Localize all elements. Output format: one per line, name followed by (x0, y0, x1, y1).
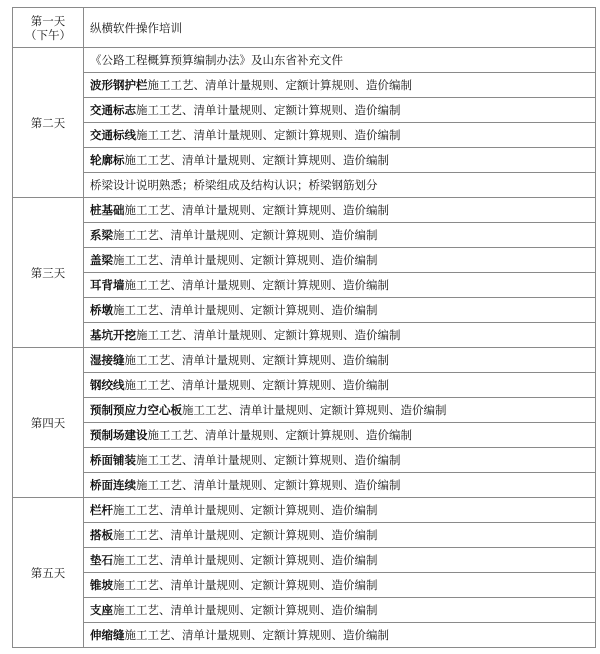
schedule-content (84, 573, 596, 598)
topic-text: 施工工艺、清单计量规则、定额计算规则、造价编制 (124, 378, 389, 392)
day-label: 第三天 (30, 265, 66, 280)
schedule-row (13, 198, 596, 223)
schedule-row (13, 273, 596, 298)
topic-bold: 垫石 (90, 553, 113, 567)
topic-text: 施工工艺、清单计量规则、定额计算规则、造价编制 (147, 78, 412, 92)
topic-text: 施工工艺、清单计量规则、定额计算规则、造价编制 (113, 253, 378, 267)
topic-text: 施工工艺、清单计量规则、定额计算规则、造价编制 (113, 528, 378, 542)
topic-text: 施工工艺、清单计量规则、定额计算规则、造价编制 (182, 403, 447, 417)
schedule-content (84, 273, 596, 298)
topic-bold: 基坑开挖 (90, 328, 136, 342)
topic-bold: 钢绞线 (90, 378, 125, 392)
topic-text: 施工工艺、清单计量规则、定额计算规则、造价编制 (136, 478, 401, 492)
day-label: 第四天 (30, 415, 66, 430)
training-schedule-table (12, 7, 596, 648)
topic-bold: 桩基础 (90, 203, 125, 217)
schedule-row (13, 73, 596, 98)
topic-text: 施工工艺、清单计量规则、定额计算规则、造价编制 (136, 328, 401, 342)
schedule-content (84, 48, 596, 73)
day-label-cell (13, 498, 84, 648)
topic-bold: 交通标志 (90, 103, 136, 117)
topic-bold: 桥面连续 (90, 478, 136, 492)
topic-bold: 交通标线 (90, 128, 136, 142)
topic-text: 施工工艺、清单计量规则、定额计算规则、造价编制 (113, 303, 378, 317)
topic-bold: 桥面铺装 (90, 453, 136, 467)
schedule-content (84, 523, 596, 548)
schedule-content (84, 123, 596, 148)
schedule-row (13, 548, 596, 573)
topic-text: 施工工艺、清单计量规则、定额计算规则、造价编制 (113, 603, 378, 617)
schedule-row (13, 473, 596, 498)
topic-bold: 伸缩缝 (90, 628, 125, 642)
day-label-cell (13, 8, 84, 48)
schedule-row (13, 298, 596, 323)
schedule-row (13, 173, 596, 198)
schedule-content (84, 348, 596, 373)
schedule-row (13, 423, 596, 448)
topic-text: 桥梁设计说明熟悉；桥梁组成及结构认识；桥梁钢筋划分 (90, 178, 378, 192)
schedule-content (84, 198, 596, 223)
schedule-row (13, 48, 596, 73)
schedule-content (84, 448, 596, 473)
schedule-row (13, 123, 596, 148)
topic-bold: 轮廓标 (90, 153, 125, 167)
schedule-content (84, 473, 596, 498)
topic-bold: 搭板 (90, 528, 113, 542)
topic-bold: 预制场建设 (90, 428, 148, 442)
schedule-row (13, 573, 596, 598)
schedule-row (13, 323, 596, 348)
schedule-content (84, 73, 596, 98)
schedule-content (84, 498, 596, 523)
topic-text: 施工工艺、清单计量规则、定额计算规则、造价编制 (136, 103, 401, 117)
schedule-row (13, 498, 596, 523)
topic-text: 施工工艺、清单计量规则、定额计算规则、造价编制 (113, 503, 378, 517)
day-label-cell (13, 198, 84, 348)
schedule-row (13, 623, 596, 648)
schedule-content (84, 623, 596, 648)
schedule-row (13, 223, 596, 248)
schedule-content (84, 423, 596, 448)
topic-text: 施工工艺、清单计量规则、定额计算规则、造价编制 (124, 628, 389, 642)
schedule-content: 纵横软件操作培训 (84, 8, 596, 48)
day-label-cell (13, 348, 84, 498)
schedule-content (84, 598, 596, 623)
topic-text: 施工工艺、清单计量规则、定额计算规则、造价编制 (113, 578, 378, 592)
schedule-row (13, 523, 596, 548)
schedule-row (13, 373, 596, 398)
topic-bold: 波形钢护栏 (90, 78, 148, 92)
topic-text: 施工工艺、清单计量规则、定额计算规则、造价编制 (124, 353, 389, 367)
schedule-content (84, 248, 596, 273)
topic-bold: 栏杆 (90, 503, 113, 517)
schedule-row (13, 248, 596, 273)
schedule-row-day1 (13, 8, 596, 48)
schedule-content (84, 173, 596, 198)
schedule-row (13, 598, 596, 623)
topic-text: 施工工艺、清单计量规则、定额计算规则、造价编制 (113, 553, 378, 567)
schedule-content (84, 323, 596, 348)
schedule-row (13, 148, 596, 173)
topic-text: 施工工艺、清单计量规则、定额计算规则、造价编制 (113, 228, 378, 242)
topic-text: 施工工艺、清单计量规则、定额计算规则、造价编制 (124, 153, 389, 167)
topic-bold: 耳背墙 (90, 278, 125, 292)
topic-text: 施工工艺、清单计量规则、定额计算规则、造价编制 (124, 278, 389, 292)
day-label: 第五天 (30, 565, 66, 580)
schedule-content (84, 373, 596, 398)
schedule-content (84, 398, 596, 423)
day-label: 第二天 (30, 115, 66, 130)
topic-text: 施工工艺、清单计量规则、定额计算规则、造价编制 (147, 428, 412, 442)
topic-bold: 桥墩 (90, 303, 113, 317)
topic-text: 《公路工程概算预算编制办法》及山东省补充文件 (90, 53, 343, 67)
schedule-row (13, 448, 596, 473)
schedule-content (84, 548, 596, 573)
topic-bold: 湿接缝 (90, 353, 125, 367)
schedule-row (13, 398, 596, 423)
day-sublabel: （下午） (25, 27, 71, 42)
topic-bold: 锥坡 (90, 578, 113, 592)
topic-text: 施工工艺、清单计量规则、定额计算规则、造价编制 (136, 453, 401, 467)
schedule-row (13, 348, 596, 373)
topic-bold: 系梁 (90, 228, 113, 242)
topic-bold: 支座 (90, 603, 113, 617)
schedule-content (84, 223, 596, 248)
topic-text: 施工工艺、清单计量规则、定额计算规则、造价编制 (124, 203, 389, 217)
topic-bold: 盖梁 (90, 253, 113, 267)
topic-bold: 预制预应力空心板 (90, 403, 182, 417)
schedule-row (13, 98, 596, 123)
day-label: 第一天 (30, 13, 66, 28)
day-label-cell (13, 48, 84, 198)
schedule-content (84, 298, 596, 323)
topic-text: 施工工艺、清单计量规则、定额计算规则、造价编制 (136, 128, 401, 142)
schedule-content (84, 148, 596, 173)
schedule-content (84, 98, 596, 123)
